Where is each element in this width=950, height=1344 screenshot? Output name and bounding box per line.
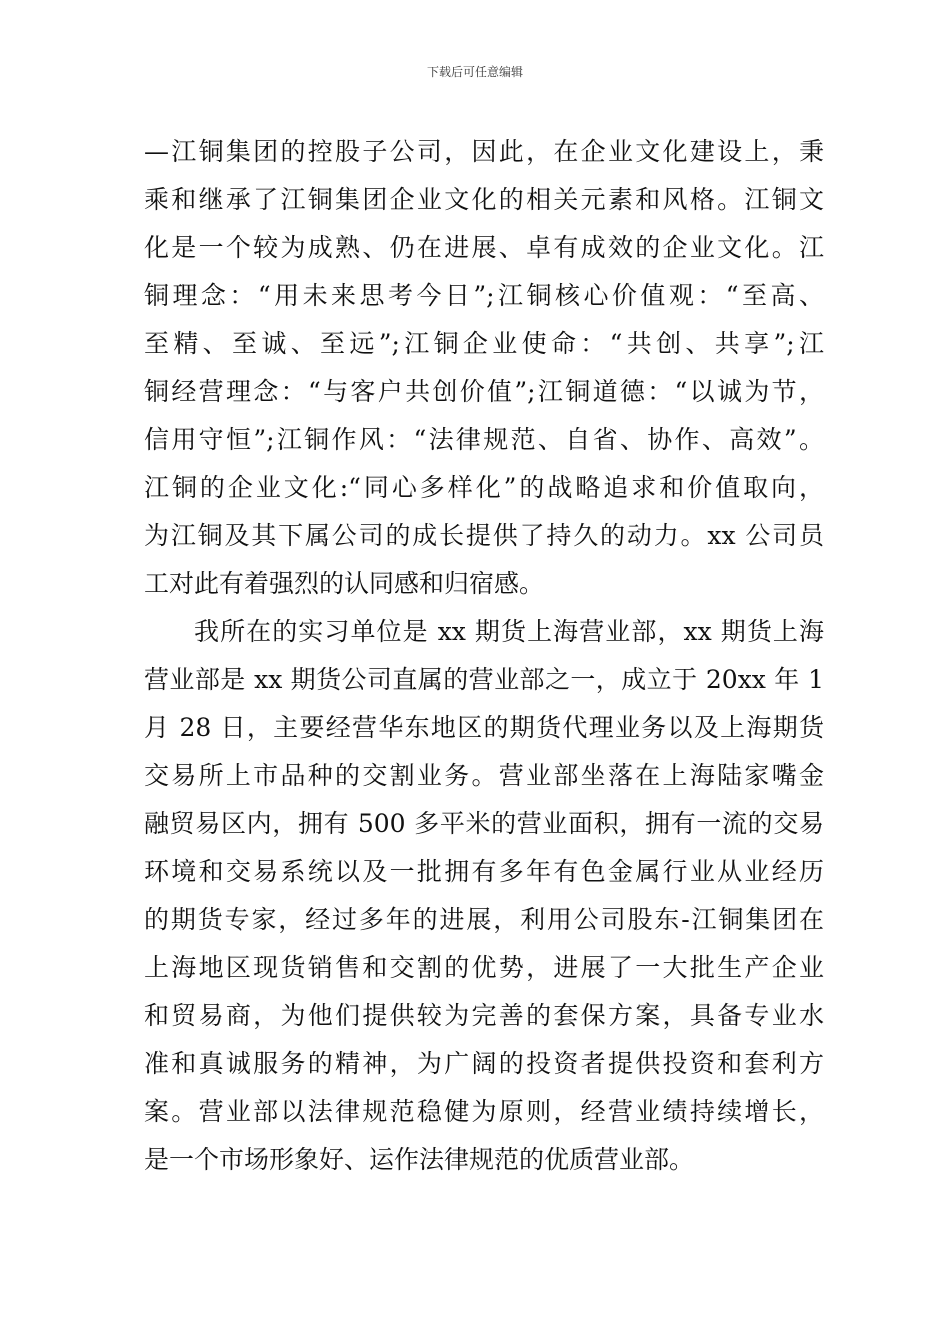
text-line: 工对此有着强烈的认同感和归宿感。 [144,569,545,598]
text-line: 融贸易区内，拥有 500 多平米的营业面积，拥有一流的交易 [144,809,824,838]
text-line-indented: 我所在的实习单位是 xx 期货上海营业部，xx 期货上海 [194,617,824,646]
text-line: 化是一个较为成熟、仍在进展、卓有成效的企业文化。江 [144,233,824,262]
paragraph-2 [144,608,824,1184]
paragraph-1 [144,128,824,608]
text-line: 信用守恒”;江铜作风：“法律规范、自省、协作、高效”。 [144,425,824,454]
text-line: —江铜集团的控股子公司，因此，在企业文化建设上，秉 [144,137,824,166]
text-line: 月 28 日，主要经营华东地区的期货代理业务以及上海期货 [144,713,824,742]
text-line: 上海地区现货销售和交割的优势，进展了一大批生产企业 [144,953,824,982]
text-line: 江铜的企业文化:“同心多样化”的战略追求和价值取向， [144,473,824,502]
text-line: 为江铜及其下属公司的成长提供了持久的动力。xx 公司员 [144,521,824,550]
text-line: 乘和继承了江铜集团企业文化的相关元素和风格。江铜文 [144,185,824,214]
text-line: 是一个市场形象好、运作法律规范的优质营业部。 [144,1145,695,1174]
text-line: 和贸易商，为他们提供较为完善的套保方案，具备专业水 [144,1001,824,1030]
text-line: 至精、至诚、至远”;江铜企业使命：“共创、共享”;江 [144,329,824,358]
text-line: 的期货专家，经过多年的进展，利用公司股东-江铜集团在 [144,905,824,934]
text-line: 铜经营理念：“与客户共创价值”;江铜道德：“以诚为节， [144,377,824,406]
text-line: 营业部是 xx 期货公司直属的营业部之一，成立于 20xx 年 1 [144,665,824,694]
text-line: 准和真诚服务的精神，为广阔的投资者提供投资和套利方 [144,1049,824,1078]
text-line: 案。营业部以法律规范稳健为原则，经营业绩持续增长， [144,1097,824,1126]
document-body [144,128,824,1184]
page-header: 下载后可任意编辑 [426,65,523,79]
text-line: 铜理念：“用未来思考今日”;江铜核心价值观：“至高、 [144,281,824,310]
text-line: 交易所上市品种的交割业务。营业部坐落在上海陆家嘴金 [144,761,824,790]
text-line: 环境和交易系统以及一批拥有多年有色金属行业从业经历 [144,857,824,886]
